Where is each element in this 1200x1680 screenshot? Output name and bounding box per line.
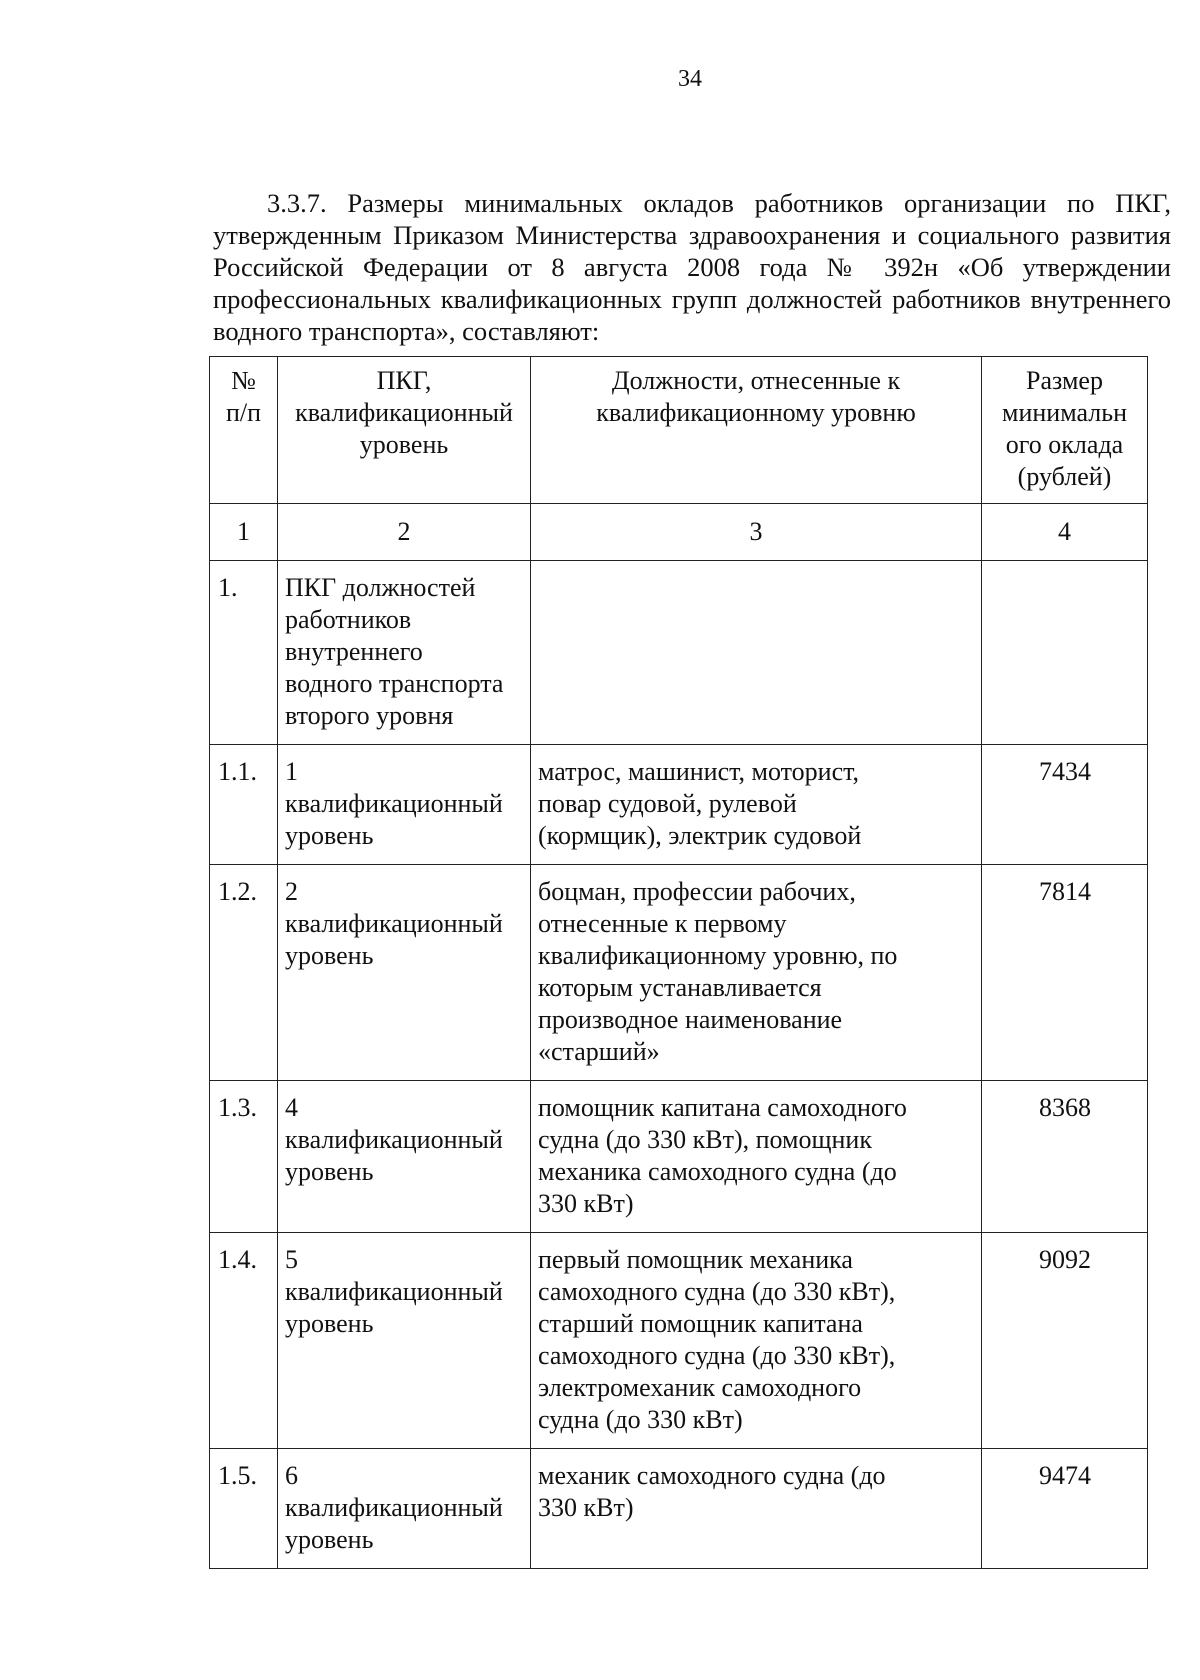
table-row <box>210 1081 1148 1233</box>
row-pkg: 1 квалификационный уровень <box>278 745 531 865</box>
row-salary: 9092 <box>982 1233 1148 1449</box>
column-index: 1 <box>210 504 278 561</box>
table-row <box>210 1449 1148 1569</box>
page-number: 34 <box>678 66 702 92</box>
salary-table <box>209 356 1148 1569</box>
table-row <box>210 865 1148 1081</box>
row-number: 1.1. <box>210 745 278 865</box>
table-row <box>210 745 1148 865</box>
table-row <box>210 561 1148 745</box>
column-index-row <box>210 504 1148 561</box>
header-pkg: ПКГ, квалификационный уровень <box>278 357 531 504</box>
header-positions: Должности, отнесенные к квалификационному уровню <box>531 357 982 504</box>
row-positions <box>531 561 982 745</box>
row-salary: 8368 <box>982 1081 1148 1233</box>
row-positions: помощник капитана самоходного судна (до 330 кВт), помощник механика самоходного судна (до 330 кВт) <box>531 1081 982 1233</box>
column-index: 4 <box>982 504 1148 561</box>
row-salary: 9474 <box>982 1449 1148 1569</box>
row-pkg: ПКГ должностей работников внутреннего водного транспорта второго уровня <box>278 561 531 745</box>
table-header-row <box>210 357 1148 504</box>
row-number: 1.5. <box>210 1449 278 1569</box>
row-number: 1. <box>210 561 278 745</box>
row-positions: боцман, профессии рабочих, отнесенные к первому квалификационному уровню, по которым устанавливается производное наименование «старший» <box>531 865 982 1081</box>
intro-paragraph: 3.3.7. Размеры минимальных окладов работников организации по ПКГ, утвержденным Приказом Министерства здравоохранения и социального развития Российской Федерации от 8 августа 2008 года № 392н «Об утверждении профессиональных квалификационных групп должностей работников внутреннего водного транспорта», составляют: <box>213 187 1171 346</box>
row-positions: механик самоходного судна (до 330 кВт) <box>531 1449 982 1569</box>
row-positions: первый помощник механика самоходного судна (до 330 кВт), старший помощник капитана самоходного судна (до 330 кВт), электромеханик самоходного судна (до 330 кВт) <box>531 1233 982 1449</box>
row-pkg: 4 квалификационный уровень <box>278 1081 531 1233</box>
column-index: 3 <box>531 504 982 561</box>
row-number: 1.4. <box>210 1233 278 1449</box>
row-pkg: 2 квалификационный уровень <box>278 865 531 1081</box>
row-positions: матрос, машинист, моторист, повар судовой, рулевой (кормщик), электрик судовой <box>531 745 982 865</box>
row-pkg: 5 квалификационный уровень <box>278 1233 531 1449</box>
header-num: № п/п <box>210 357 278 504</box>
row-salary: 7814 <box>982 865 1148 1081</box>
row-salary: 7434 <box>982 745 1148 865</box>
row-number: 1.2. <box>210 865 278 1081</box>
row-salary <box>982 561 1148 745</box>
row-pkg: 6 квалификационный уровень <box>278 1449 531 1569</box>
column-index: 2 <box>278 504 531 561</box>
header-salary: Размер минимальн ого оклада (рублей) <box>982 357 1148 504</box>
table-row <box>210 1233 1148 1449</box>
row-number: 1.3. <box>210 1081 278 1233</box>
